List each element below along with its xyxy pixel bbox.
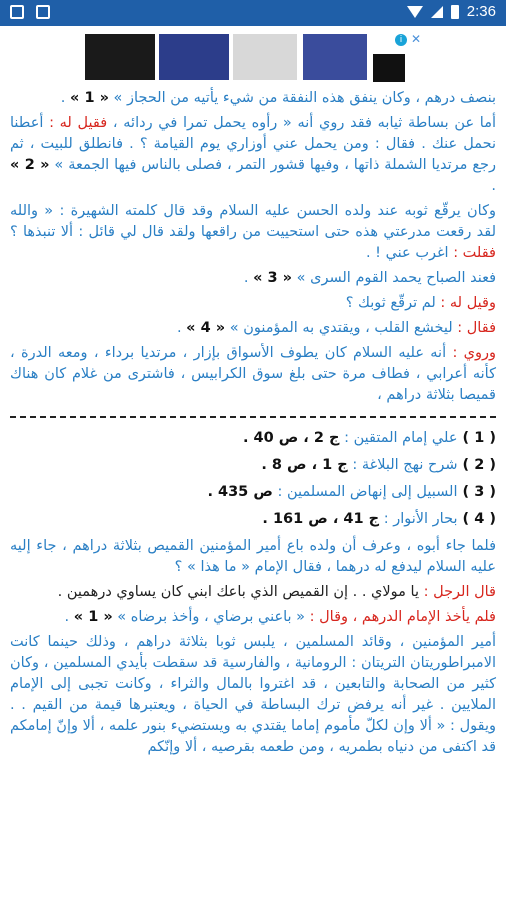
ad-close-icon[interactable]: ✕ — [410, 32, 421, 46]
ad-image[interactable] — [373, 54, 405, 82]
text-segment: . — [64, 609, 74, 625]
text-segment: أنه عليه السلام كان يطوف الأسواق بإزار ، مرتديا برداء ، ومعه الدرة ، كأنه أعرابي ، فطاف مرة حتى بلغ سوق الكرابيس ، فاشترى من غلام كان هناك قميصا بثلاثة دراهم ، — [10, 345, 496, 403]
ad-image[interactable] — [159, 34, 229, 80]
text-segment: يا مولاي . . إن القميص الذي باعك ابني كان يساوي درهمين . — [57, 584, 424, 600]
paragraph — [10, 632, 496, 758]
text-segment: فقيل له : — [49, 115, 108, 131]
text-segment: أمير المؤمنين ، وقائد المسلمين ، يلبس ثوبا بثلاثة دراهم ، وذلك حينما كانت الامبراطوريتان التريتان : الرومانية ، والفارسية قد سقطت بأيدي المسلمين ، وكان كثير من الصحابة والتابعين ، قد اغتروا بالمال والثراء ، وكانت تجبى إلى الإمام الملايين . غير أنه يرفض ترك البساطة في الحياة ، ويعتبرها قيمة من القيم . . ويقول : « ألا وإن لكلّ مأموم إماما يقتدي به ويستضيء بنور علمه ، ألا وإنّ إمامكم قد اكتفى من دنياه بطمريه ، ومن طعمه بقرصيه ، ألا وإنّكم — [10, 634, 496, 755]
text-segment: شرح نهج البلاغة : — [347, 457, 458, 473]
gallery-icon — [36, 5, 50, 19]
text-segment: . — [60, 90, 71, 106]
text-segment: فقال : — [457, 320, 496, 336]
text-segment: « 4 » — [186, 320, 226, 336]
text-segment: قال الرجل : — [423, 584, 496, 600]
text-segment: « 1 » — [73, 609, 113, 625]
text-segment: « 3 » — [253, 270, 293, 286]
footnote — [10, 509, 496, 530]
text-segment: وكان يرقّع ثوبه عند ولده الحسن عليه السلام وقد قال كلمته الشهيرة : « والله لقد رقعت مدرعتي هذه حتى استحييت من راقعها ولقد قال لي قائل : ألا تنبذها ؟ — [10, 203, 496, 240]
text-segment: . — [176, 320, 187, 336]
paragraph — [10, 113, 496, 197]
paragraph — [10, 318, 496, 339]
text-segment: « باعني برضاي ، وأخذ برضاه » — [112, 609, 310, 625]
text-segment: . — [491, 178, 496, 194]
text-segment: فلم يأخذ الإمام الدرهم ، وقال : — [309, 609, 496, 625]
ad-image[interactable] — [233, 34, 297, 80]
text-segment: أما عن بساطة ثيابه فقد روي أنه « رأوه يحمل تمرا في ردائه ، — [107, 115, 497, 131]
text-segment: وروي : — [452, 345, 496, 361]
ad-banner[interactable] — [85, 32, 421, 84]
paragraph — [10, 582, 496, 603]
text-segment: اغرب عني ! . — [365, 245, 454, 261]
footnotes — [10, 428, 496, 530]
text-segment: ج 2 ، ص 40 . — [242, 430, 340, 446]
text-segment: ( 2 ) — [457, 457, 496, 473]
paragraph-group — [10, 536, 496, 758]
battery-icon — [451, 5, 459, 19]
text-segment: فلما جاء أبوه ، وعرف أن ولده باع أمير المؤمنين القميص بثلاثة دراهم ، جاء إليه عليه السلام ليدفع له درهما ، فقال الإمام « ما هذا » ؟ — [10, 538, 496, 575]
text-segment: . — [243, 270, 254, 286]
paragraph — [10, 607, 496, 628]
text-segment: بنصف درهم ، وكان ينفق هذه النفقة من شيء يأتيه من الحجاز » — [108, 90, 496, 106]
text-segment: فعند الصباح يحمد القوم السرى » — [292, 270, 496, 286]
text-segment: فقلت : — [453, 245, 496, 261]
ad-info-icon[interactable]: i — [395, 34, 407, 46]
status-bar — [0, 0, 506, 26]
ad-image[interactable] — [85, 34, 155, 80]
text-segment: أعطنا نحمل عنك . فقال : ومن يحمل عني أوزاري يوم القيامة ؟ . فانطلق للبيت ، ثم رجع مرتديا الشملة ذاتها ، وفيها قشور التمر ، فصلى بالناس فيها الجمعة » — [10, 115, 497, 173]
text-segment: ( 3 ) — [457, 484, 496, 500]
paragraph — [10, 343, 496, 406]
text-segment: ص 435 . — [207, 484, 273, 500]
text-segment: « 2 » — [10, 157, 50, 173]
paragraph-group — [10, 88, 496, 406]
text-segment: لم ترقّع ثوبك ؟ — [345, 295, 441, 311]
wifi-icon — [407, 6, 423, 18]
text-segment: « 1 » — [70, 90, 109, 106]
text-segment: ج 41 ، ص 161 . — [262, 511, 380, 527]
signal-icon — [431, 6, 443, 18]
book-content — [10, 88, 496, 762]
text-segment: بحار الأنوار : — [379, 511, 458, 527]
footnote — [10, 482, 496, 503]
ad-image[interactable] — [303, 34, 367, 80]
paragraph — [10, 201, 496, 264]
paragraph — [10, 268, 496, 289]
paragraph — [10, 88, 496, 109]
footnote — [10, 455, 496, 476]
text-segment: علي إمام المتقين : — [339, 430, 458, 446]
paragraph — [10, 536, 496, 578]
text-segment: ج 1 ، ص 8 . — [261, 457, 348, 473]
status-time: 2:36 — [466, 3, 496, 20]
text-segment: السبيل إلى إنهاض المسلمين : — [272, 484, 458, 500]
text-segment: ( 4 ) — [457, 511, 496, 527]
paragraph — [10, 293, 496, 314]
text-segment: ليخشع القلب ، ويقتدي به المؤمنون » — [225, 320, 458, 336]
text-segment: ( 1 ) — [457, 430, 496, 446]
footnote — [10, 428, 496, 449]
footnote-separator — [10, 416, 496, 418]
text-segment: وقيل له : — [440, 295, 496, 311]
notification-icon — [10, 5, 24, 19]
